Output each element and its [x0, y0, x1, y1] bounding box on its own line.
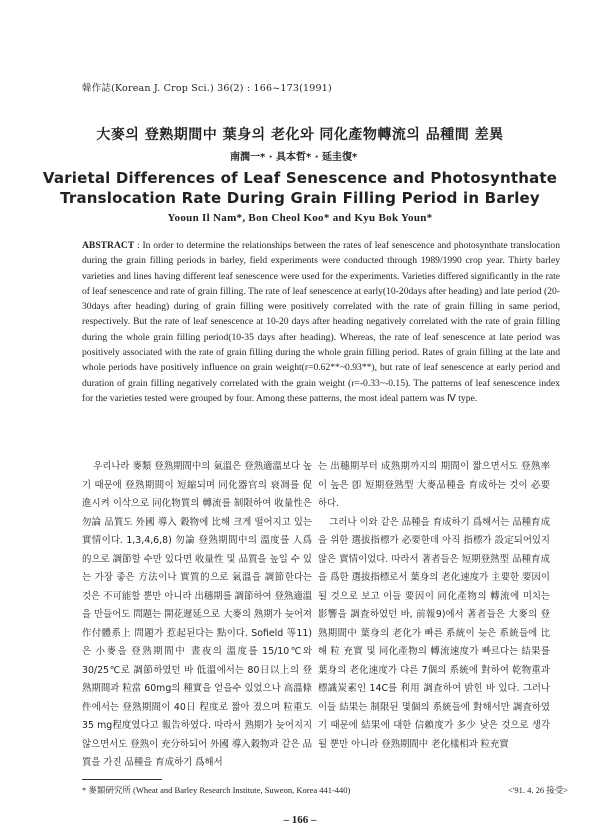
korean-authors: 南潤一* · 具本哲* · 延圭復* — [230, 152, 358, 163]
english-title-line-1: Varietal Differences of Leaf Senescence and Photosynthate — [42, 169, 558, 187]
body-paragraph: 우리나라 麥類 登熟期間中의 氣溫은 登熟適溫보다 높기 때문에 登熟期間이 短縮되며 同化器官의 衰凋를 促進시켜 이삭으로 同化物質의 轉流를 制限하여 收量性은 勿論 品質도 外國 導入 穀物에 比해 크게 떨어지고 있는 實情이다. 1,3,4,6,8) 勿論 登熟期間中의 溫度를 人爲的으로 調節할 수만 있다면 收量性 및 品質을 높일 수 있는 가장 좋은 方法이나 實質的으로 氣溫을 調節한다는 것은 不可能할 뿐만 아니라 出穗期를 調節하여 登熟適溫을 만들어도 問題는 開花遲延으로 大麥의 熟期가 늦어져 作付體系上 問題가 惹起된다는 點이다. Sofield 等11)은 小麥을 登熟期間中 晝夜의 溫度를 15/10℃와 30/25℃로 調節하였던 바 低溫에서는 80日以上의 登熟期間과 粒當 60mg의 種實을 얻을수 있었으나 高溫條件에서는 登熟期間이 40日 程度로 짧아 졌으며 粒重도 35 mg程度였다고 報告하였다. 따라서 熟期가 늦어지지 않으면서도 登熟이 充分하되어 外國 導入穀物과 같은 品質을 가진 品種을 育成하기 爲해서 — [82, 461, 313, 768]
received-date: <'91. 4. 26 接受> — [508, 785, 568, 795]
abstract — [82, 238, 560, 406]
body-paragraph-continued: 는 出穗期부터 成熟期까지의 期間이 짧으면서도 登熟率이 높은 卽 短期登熟型 大麥品種을 育成하는 것이 必要하다. — [318, 461, 550, 509]
english-title-line-2: Translocation Rate During Grain Filling Period in Barley — [60, 189, 540, 207]
abstract-label: ABSTRACT — [82, 240, 135, 251]
page-number: – 166 – — [283, 814, 317, 826]
abstract-text: : In order to determine the relationships between the rates of leaf senescence and photosynthate translocation during the grain filling periods in barley, field experiments were conducted through 1989/1990 crop year. Thirty barley varieties and lines having different leaf senescence were used for the experiments. Varieties differed significantly in the rate of leaf senescence and rate of grain filling. The rate of leaf senescence at early(10-20days after heading) and late period (20-30days after heading) during of grain filling were positively correlated with the rate of grain filling in same period, respectively. But the rate of leaf senescence at 10-20 days after heading negatively correlated with the rate of grain filling during the whole grain filling period(10-35 days after heading). Whereas, the rate of leaf senescence at late period was positively associated with the rate of grain filling during the whole grain filling period. Rates of grain filling at the late and whole periods have positively influence on grain weight(r=0.62**~0.93**), but rate of leaf senescence at early period and duration of grain filling negatively correlated with the grain weight (r=-0.33~-0.15). The patterns of leaf senescence index for the varieties tested were grouped by four. Among these patterns, the most ideal pattern was Ⅳ type. — [82, 240, 560, 404]
affiliation-footnote: * 麥類硏究所 (Wheat and Barley Research Institute, Suweon, Korea 441-440) — [82, 785, 351, 795]
english-authors: Yooun Il Nam*, Bon Cheol Koo* and Kyu Bok Youn* — [167, 212, 433, 224]
footnote-rule — [82, 779, 162, 780]
body-paragraph: 그러나 이와 같은 品種을 育成하기 爲해서는 品種育成을 위한 選拔指標가 必要한데 아직 指標가 設定되어있지 않은 實情이었다. 따라서 著者들은 短期登熟型 品種育成을 爲한 選拔指標로서 葉身의 老化速度가 主要한 要因이 될 것으로 보고 이들 要因이 同化產物의 轉流에 미치는 影響을 調査하였던 바, 前報9)에서 著者들은 大麥의 登熟期間中 葉身의 老化가 빠른 系統이 늦은 系統들에 比해 粒 充實 및 同化產物의 轉流速度가 빠르다는 結果를 葉身의 老化速度가 다른 7個의 系統에 對하여 乾物重과 標識炭素인 14C를 利用 調査하여 밝힌 바 있다. 그러나 이들 結果는 制限된 몇個의 系統들에 對해서만 調査하였기 때문에 結果에 대한 信賴度가 多少 낮은 것으로 생각될 뿐만 아니라 登熟期間中 老化樣相과 粒充實 — [318, 516, 550, 750]
english-title — [0, 168, 600, 208]
korean-title: 大麥의 登熟期間中 葉身의 老化와 同化產物轉流의 品種間 差異 — [96, 127, 504, 143]
body-column-right — [318, 458, 550, 754]
body-column-left — [82, 458, 312, 773]
journal-citation: 韓作誌(Korean J. Crop Sci.) 36(2) : 166~173(1991) — [82, 83, 332, 94]
